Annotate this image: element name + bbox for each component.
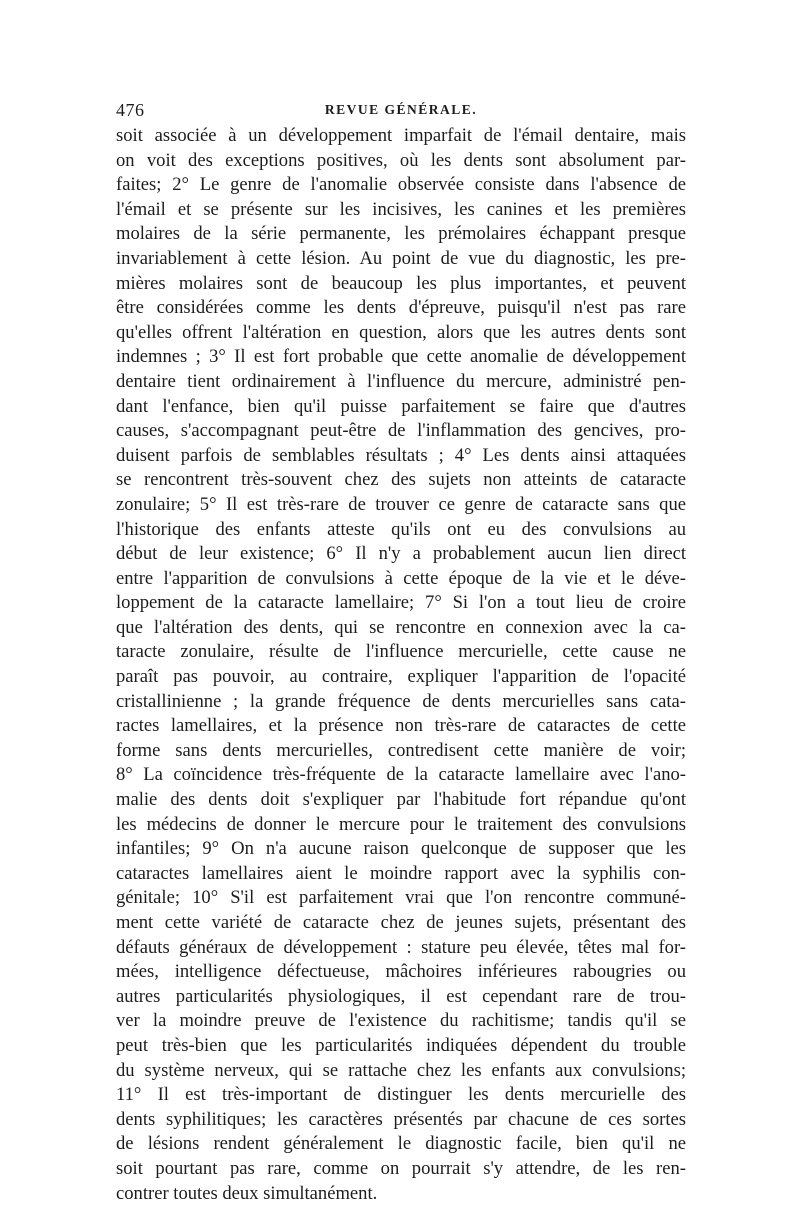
text-line: début de leur existence; 6° Il n'y a probablement aucun lien direct (116, 543, 686, 565)
text-line: faites; 2° Le genre de l'anomalie observée consiste dans l'absence de (116, 174, 686, 196)
text-line: infantiles; 9° On n'a aucune raison quelconque de supposer que les (116, 838, 686, 860)
text-line: autres particularités physiologiques, il est cependant rare de trou- (116, 985, 686, 1007)
text-line: entre l'apparition de convulsions à cette époque de la vie et le déve- (116, 567, 686, 589)
text-line: soit pourtant pas rare, comme on pourrait s'y attendre, de les ren- (116, 1157, 686, 1179)
text-line: forme sans dents mercurielles, contredisent cette manière de voir; (116, 739, 686, 761)
text-line: zonulaire; 5° Il est très-rare de trouver ce genre de cataracte sans que (116, 493, 686, 515)
book-page (116, 96, 686, 1206)
running-title: REVUE GÉNÉRALE. (324, 102, 478, 117)
body-text (116, 124, 686, 1206)
text-line: taracte zonulaire, résulte de l'influence mercurielle, cette cause ne (116, 641, 686, 663)
text-line: malie des dents doit s'expliquer par l'habitude fort répandue qu'ont (116, 789, 686, 811)
text-line: paraît pas pouvoir, au contraire, expliquer l'apparition de l'opacité (116, 666, 686, 688)
text-line: peut très-bien que les particularités indiquées dépendent du trouble (116, 1034, 686, 1056)
text-line: 8° La coïncidence très-fréquente de la cataracte lamellaire avec l'ano- (116, 764, 686, 786)
text-line: du système nerveux, qui se rattache chez les enfants aux convulsions; (116, 1059, 686, 1081)
text-line: indemnes ; 3° Il est fort probable que cette anomalie de développement (116, 346, 686, 368)
page-number: 476 (116, 100, 145, 120)
text-line: contrer toutes deux simultanément. (116, 1182, 378, 1204)
text-line: se rencontrent très-souvent chez des sujets non atteints de cataracte (116, 469, 686, 491)
text-line: duisent parfois de semblables résultats ; 4° Les dents ainsi attaquées (116, 444, 686, 466)
text-line: molaires de la série permanente, les prémolaires échappant presque (116, 223, 686, 245)
text-line: ractes lamellaires, et la présence non très-rare de cataractes de cette (116, 715, 686, 737)
text-line: causes, s'accompagnant peut-être de l'inflammation des gencives, pro- (116, 420, 686, 442)
text-line: soit associée à un développement imparfait de l'émail dentaire, mais (116, 125, 686, 146)
text-line: les médecins de donner le mercure pour le traitement des convulsions (116, 813, 686, 835)
text-line: de lésions rendent généralement le diagnostic facile, bien qu'il ne (116, 1133, 686, 1155)
text-line: que l'altération des dents, qui se rencontre en connexion avec la ca- (116, 616, 686, 638)
text-line: dant l'enfance, bien qu'il puisse parfaitement se faire que d'autres (116, 395, 686, 417)
text-line: invariablement à cette lésion. Au point de vue du diagnostic, les pre- (116, 247, 686, 269)
text-line: dentaire tient ordinairement à l'influence du mercure, administré pen- (116, 370, 686, 392)
text-line: cristallinienne ; la grande fréquence de dents mercurielles sans cata- (116, 690, 686, 712)
text-line: ver la moindre preuve de l'existence du rachitisme; tandis qu'il se (116, 1010, 686, 1032)
text-line: on voit des exceptions positives, où les dents sont absolument par- (116, 149, 686, 171)
text-line: l'historique des enfants atteste qu'ils ont eu des convulsions au (116, 518, 686, 540)
text-line: 11° Il est très-important de distinguer les dents mercurielle des (116, 1084, 686, 1106)
text-line: mées, intelligence défectueuse, mâchoires inférieures rabougries ou (116, 961, 686, 983)
text-line: loppement de la cataracte lamellaire; 7° Si l'on a tout lieu de croire (116, 592, 686, 614)
text-line: l'émail et se présente sur les incisives, les canines et les premières (116, 198, 686, 220)
text-line: dents syphilitiques; les caractères présentés par chacune de ces sortes (116, 1108, 686, 1130)
running-head (116, 96, 686, 124)
text-line: ment cette variété de cataracte chez de jeunes sujets, présentant des (116, 912, 686, 933)
text-line: génitale; 10° S'il est parfaitement vrai que l'on rencontre communé- (116, 887, 686, 909)
text-line: qu'elles offrent l'altération en question, alors que les autres dents sont (116, 321, 686, 343)
text-line: mières molaires sont de beaucoup les plus importantes, et peuvent (116, 272, 686, 294)
text-line: cataractes lamellaires aient le moindre rapport avec la syphilis con- (116, 862, 686, 884)
text-line: défauts généraux de développement : stature peu élevée, têtes mal for- (116, 936, 686, 958)
text-line: être considérées comme les dents d'épreuve, puisqu'il n'est pas rare (116, 297, 686, 319)
